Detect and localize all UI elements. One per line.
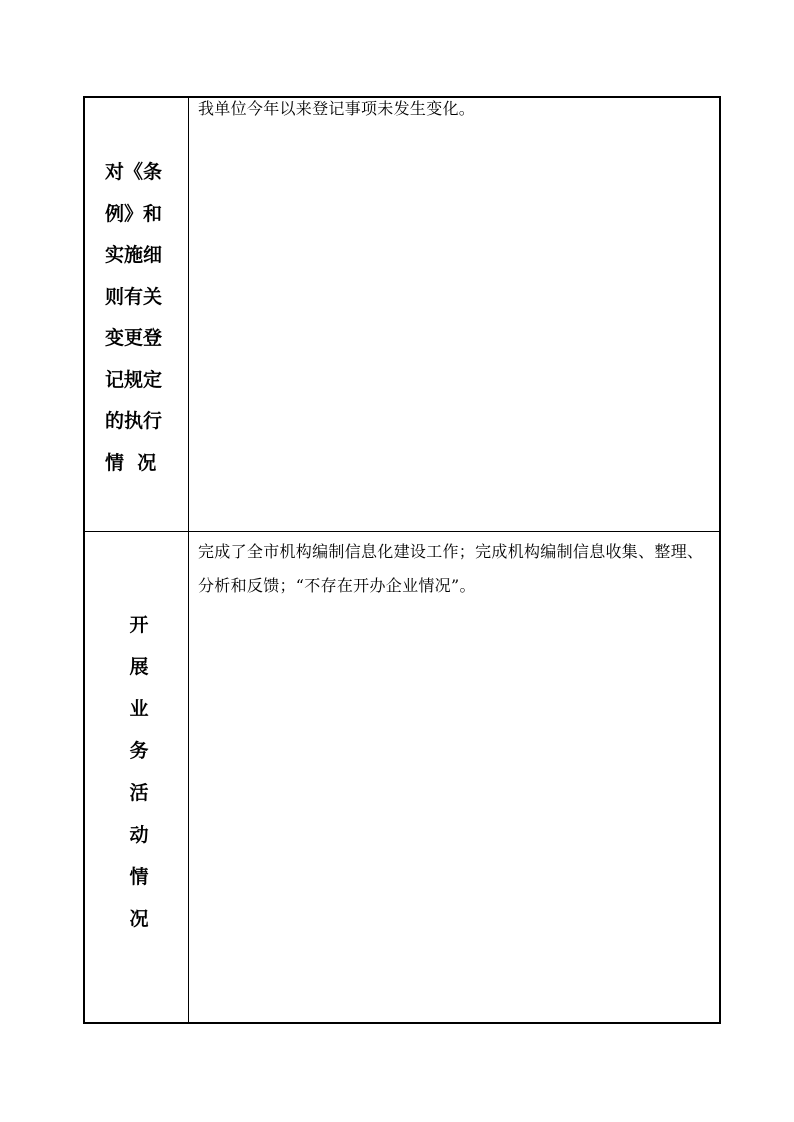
label-line: 记规定 <box>105 368 163 391</box>
registration-change-content-cell <box>189 98 719 531</box>
business-activities-content-cell <box>189 532 719 1022</box>
business-activities-row <box>85 532 719 1022</box>
registration-change-label <box>85 152 189 484</box>
business-activities-label <box>85 604 189 940</box>
label-line: 开 <box>129 614 149 636</box>
label-line: 对《条 <box>105 161 163 183</box>
label-line: 况 <box>129 908 149 930</box>
label-line: 务 <box>129 740 149 762</box>
label-line: 活 <box>129 782 149 804</box>
business-activities-label-cell <box>85 532 189 1022</box>
report-form-table <box>83 96 721 1024</box>
registration-change-label-cell <box>85 98 189 531</box>
registration-change-content: 我单位今年以来登记事项未发生变化。 <box>198 99 476 118</box>
business-activities-content: 完成了全市机构编制信息化建设工作；完成机构编制信息收集、整理、分析和反馈；“不存在开办企业情况”。 <box>198 542 704 595</box>
label-line: 业 <box>129 698 149 720</box>
registration-change-row <box>85 98 719 532</box>
label-line: 情 况 <box>105 451 157 474</box>
label-line: 展 <box>129 656 149 678</box>
label-line: 实施细 <box>105 244 163 266</box>
label-line: 例》和 <box>105 202 163 225</box>
label-line: 则有关 <box>105 285 163 308</box>
label-line: 情 <box>129 866 149 888</box>
label-line: 动 <box>129 824 149 846</box>
label-line: 变更登 <box>105 327 163 349</box>
label-line: 的执行 <box>105 410 163 432</box>
